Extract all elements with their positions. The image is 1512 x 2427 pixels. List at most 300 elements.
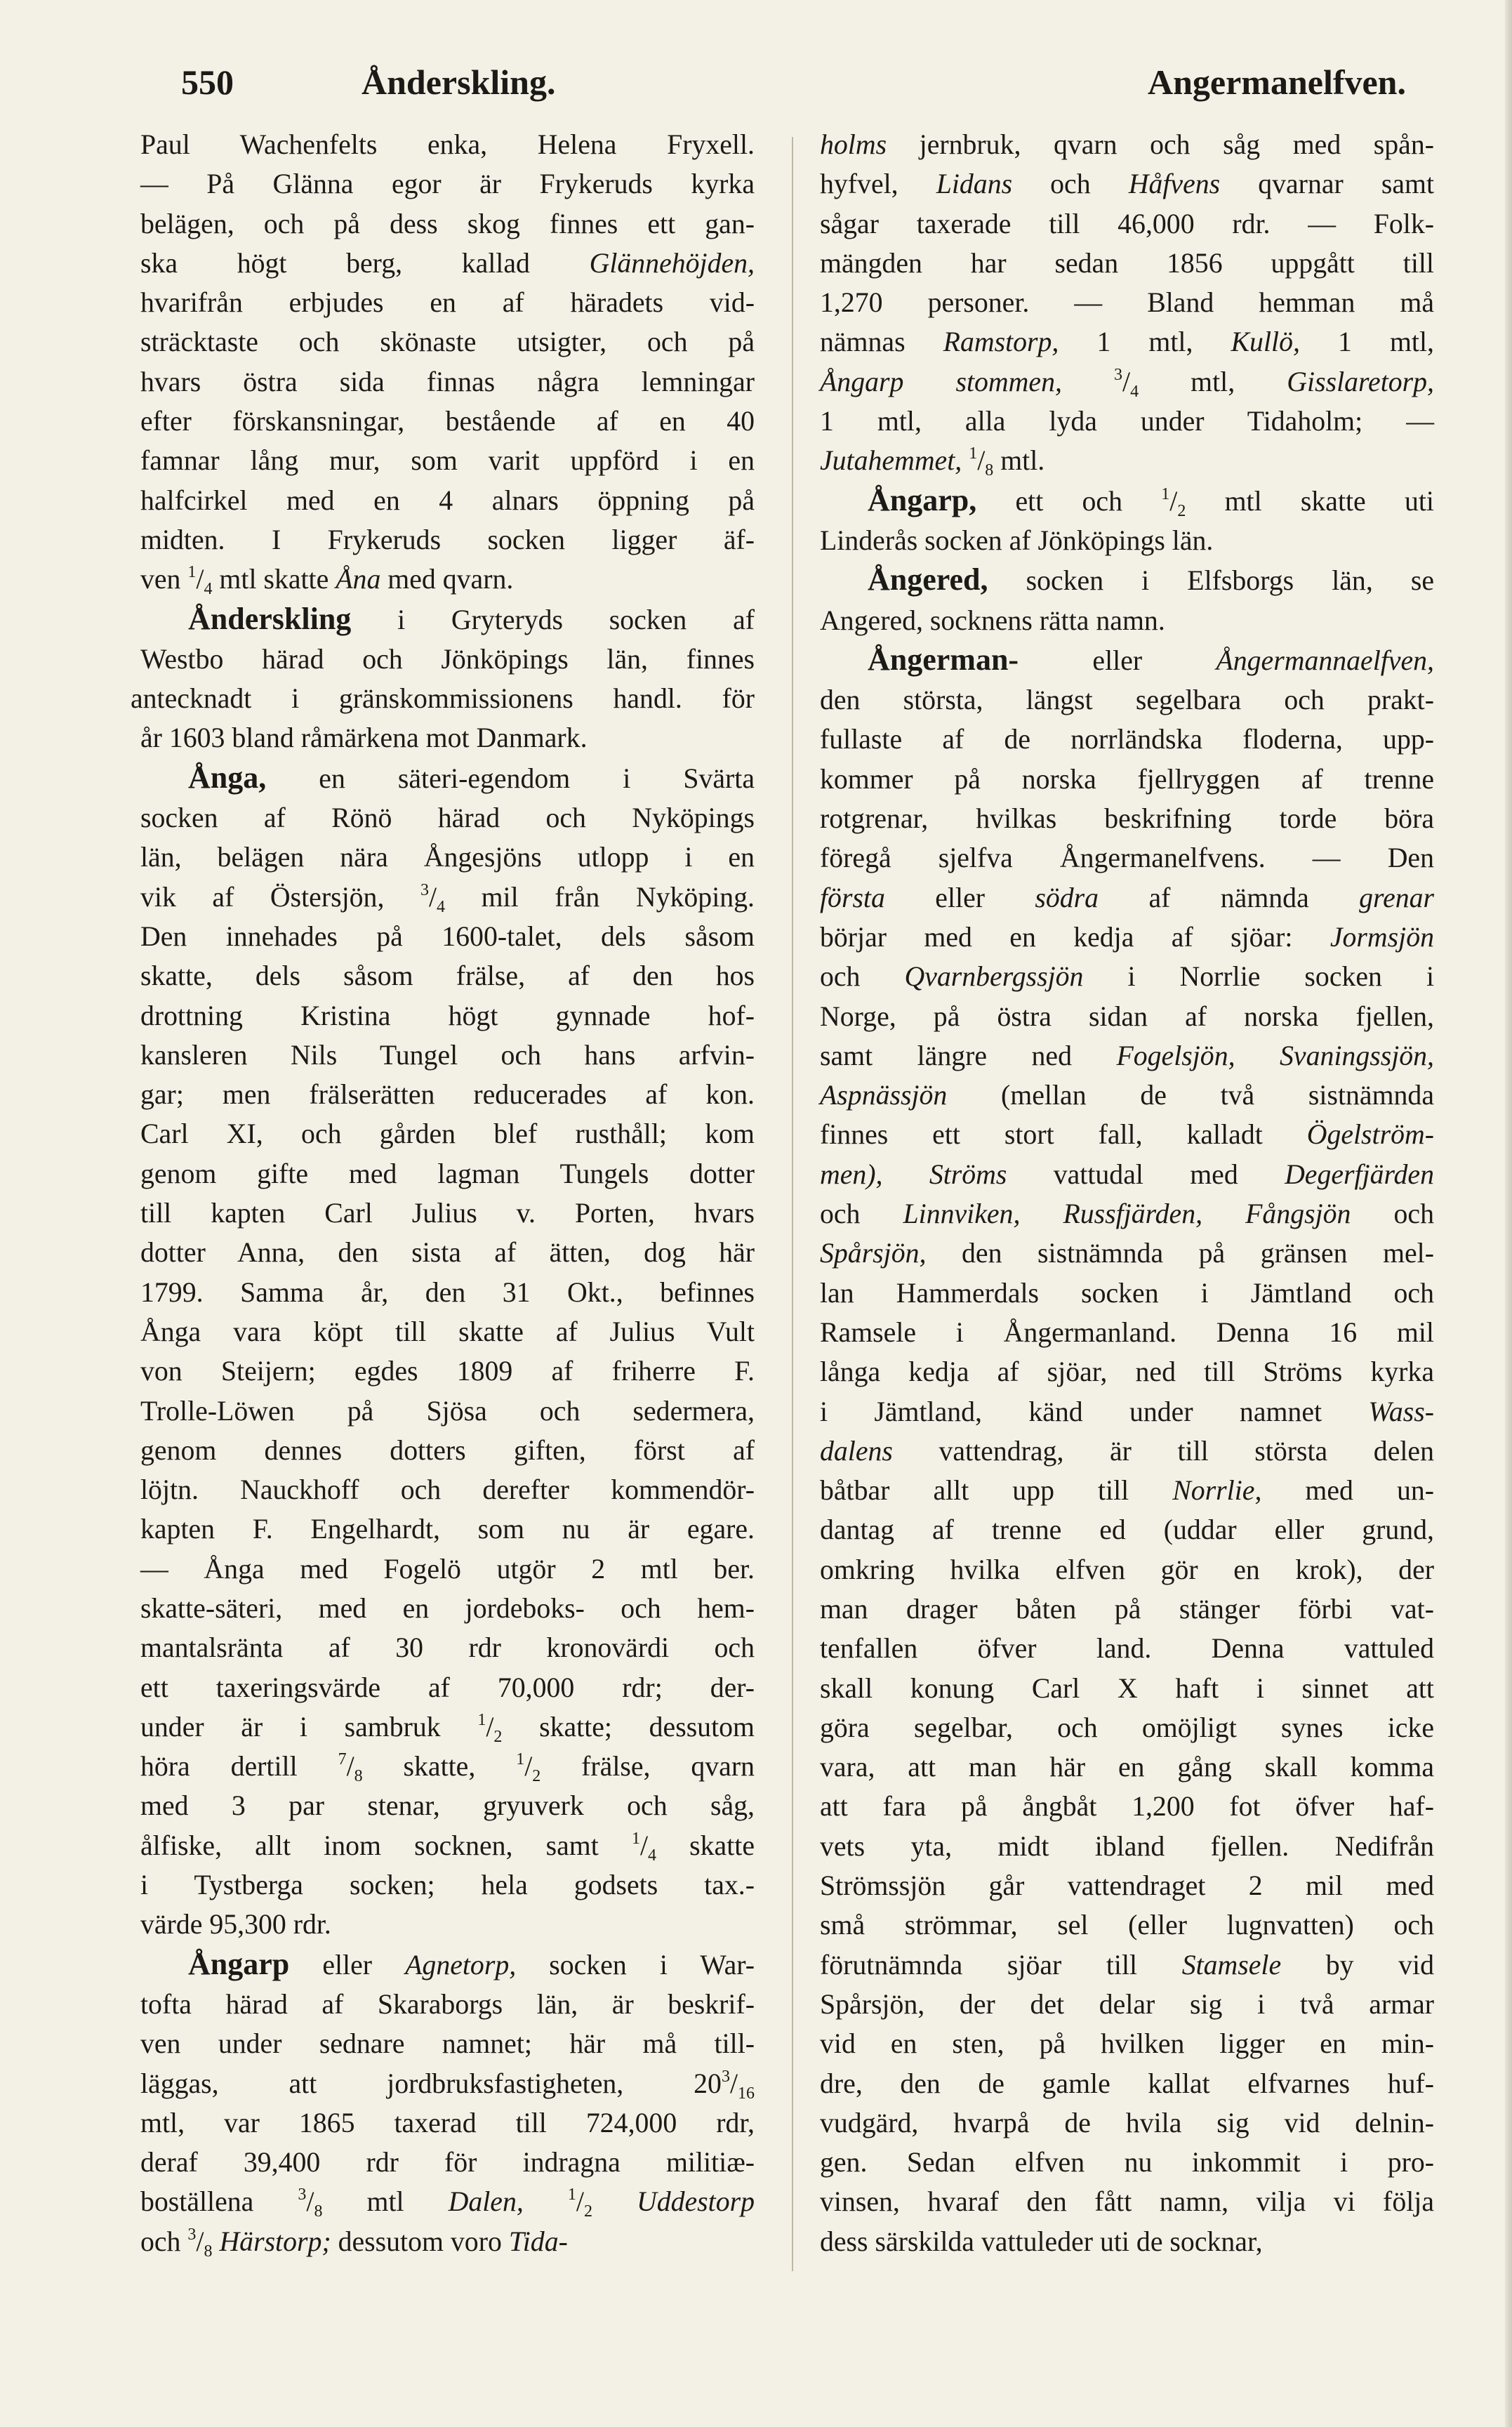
text-run: ska högt berg, kallad xyxy=(140,247,590,279)
fraction-part: 1 xyxy=(631,1829,640,1848)
text-run: Paul Wachenfelts enka, Helena Fryxell. xyxy=(140,129,755,160)
right-text-column xyxy=(820,125,1434,2261)
text-line xyxy=(140,1509,755,1549)
text-run: fullaste af de norrländska floderna, upp- xyxy=(820,724,1434,755)
text-run: (mellan de två sistnämnda xyxy=(947,1080,1434,1111)
text-line xyxy=(820,1036,1434,1076)
text-run: Den innehades på 1600-talet, dels såsom xyxy=(140,920,755,952)
italic-name: första xyxy=(820,882,885,913)
text-run: midten. I Frykeruds socken ligger äf- xyxy=(140,524,755,555)
text-line xyxy=(820,322,1434,362)
text-run xyxy=(883,1159,929,1190)
text-run: Carl XI, och gården blef rusthåll; kom xyxy=(140,1118,755,1150)
fraction-part: 7 xyxy=(338,1750,347,1769)
text-run: nämnas xyxy=(820,326,943,358)
italic-name: men), xyxy=(820,1158,883,1190)
fraction-part: 2 xyxy=(583,2202,592,2221)
text-run: skatte xyxy=(656,1830,755,1861)
italic-name: Dalen, xyxy=(448,2186,524,2218)
text-run: mtl skatte xyxy=(212,564,336,595)
fraction-part: 16 xyxy=(738,2084,755,2103)
text-line xyxy=(140,878,755,917)
text-line xyxy=(820,957,1434,996)
text-run: / xyxy=(639,1830,649,1861)
italic-name: Glännehöjden, xyxy=(589,247,755,279)
text-run: med qvarn. xyxy=(380,564,514,595)
text-run: och xyxy=(1351,1198,1434,1230)
text-run: 1799. Samma år, den 31 Okt., befinnes xyxy=(140,1276,755,1308)
text-line xyxy=(140,1826,755,1865)
text-line xyxy=(820,1352,1434,1391)
text-run: eller xyxy=(884,882,1035,913)
text-line xyxy=(140,1905,755,1944)
text-run: och xyxy=(140,2226,188,2257)
text-line xyxy=(140,917,755,956)
fraction-part: 1 xyxy=(516,1750,525,1769)
text-run: Trolle-Löwen på Sjösa och sedermera, xyxy=(140,1395,755,1427)
text-line xyxy=(820,1115,1434,1154)
text-run: hvars östra sida finnas några lemningar xyxy=(140,366,755,397)
text-line xyxy=(140,1589,755,1628)
text-line xyxy=(820,601,1434,640)
text-line xyxy=(820,1866,1434,1905)
text-run: läggas, att jordbruksfastigheten, 20 xyxy=(140,2068,722,2099)
fraction-part: 2 xyxy=(532,1767,541,1786)
text-line xyxy=(820,1945,1434,1985)
text-line xyxy=(820,1669,1434,1708)
italic-name: Aspnässjön xyxy=(820,1080,948,1111)
text-run: vudgärd, hvarpå de hvila sig vid delnin- xyxy=(820,2107,1434,2138)
entry-headword: Ånderskling xyxy=(188,601,352,636)
text-run: Norge, på östra sidan af norska fjellen, xyxy=(820,1000,1434,1032)
fraction-part: 8 xyxy=(354,1767,363,1786)
text-line xyxy=(140,1154,755,1193)
text-run: efter förskansningar, bestående af en 40 xyxy=(140,406,755,437)
text-line xyxy=(820,1985,1434,2024)
italic-name: Åna xyxy=(336,564,381,595)
text-line xyxy=(140,125,755,164)
text-run: små strömmar, sel (eller lugnvatten) och xyxy=(820,1910,1434,1941)
text-line xyxy=(140,283,755,322)
text-run: med 3 par stenar, gryuverk och såg, xyxy=(140,1790,755,1822)
text-line xyxy=(820,1827,1434,1866)
text-run: Linderås socken af Jönköpings län. xyxy=(820,524,1214,556)
text-run: 1 mtl, xyxy=(1059,326,1231,358)
text-run: / xyxy=(428,881,437,913)
italic-name: Qvarnbergssjön xyxy=(904,961,1084,993)
text-run: skatte, dels såsom frälse, af den hos xyxy=(140,960,755,992)
text-run: gen. Sedan elfven nu inkommit i pro- xyxy=(820,2147,1434,2178)
fraction-part: 4 xyxy=(648,1846,657,1865)
text-run: 1,270 personer. — Bland hemman må xyxy=(820,287,1434,319)
text-run: att fara på ångbåt 1,200 fot öfver haf- xyxy=(820,1791,1434,1823)
text-run: rotgrenar, hvilkas beskrifning torde böra xyxy=(820,803,1434,835)
text-run: qvarnar samt xyxy=(1220,168,1434,200)
text-run: kapten F. Engelhardt, som nu är egare. xyxy=(140,1514,755,1545)
text-run: en säteri-egendom i Svärta xyxy=(266,762,755,794)
text-run: / xyxy=(196,2226,204,2257)
text-line xyxy=(820,441,1434,480)
text-line xyxy=(820,838,1434,878)
italic-name: södra xyxy=(1035,882,1099,913)
text-run: Angered, socknens rätta namn. xyxy=(820,604,1165,636)
text-run: under är i sambruk xyxy=(140,1711,478,1742)
italic-name: Degerfjärden xyxy=(1285,1158,1434,1190)
text-run: famnar lång mur, som varit uppförd i en xyxy=(140,445,755,477)
text-run: Strömssjön går vattendraget 2 mil med xyxy=(820,1870,1434,1902)
text-line xyxy=(820,1510,1434,1549)
text-line xyxy=(820,244,1434,283)
fraction-part: 3 xyxy=(721,2067,730,2086)
text-run: vattudal med xyxy=(1007,1158,1285,1190)
entry-headword: Ångarp xyxy=(188,1946,290,1981)
text-line xyxy=(140,1233,755,1272)
italic-name: Håfvens xyxy=(1128,168,1221,200)
text-run: Westbo härad och Jönköpings län, finnes xyxy=(140,643,755,675)
text-run: dessutom voro xyxy=(331,2226,509,2257)
text-line xyxy=(820,799,1434,838)
italic-name: Tida- xyxy=(508,2226,568,2257)
text-line xyxy=(140,1707,755,1747)
entry-headword: Ångerman- xyxy=(868,642,1019,677)
text-run: tenfallen öfver land. Denna vattuled xyxy=(820,1633,1434,1665)
text-run: skatte, xyxy=(362,1751,517,1783)
text-run: börjar med en kedja af sjöar: xyxy=(820,921,1330,953)
italic-name: Ströms xyxy=(929,1158,1007,1190)
text-run: ett taxeringsvärde af 70,000 rdr; der- xyxy=(140,1672,755,1703)
text-line xyxy=(140,798,755,838)
text-line xyxy=(140,1193,755,1233)
column-divider xyxy=(792,137,793,2271)
italic-name: Linnviken, Russfjärden, Fångsjön xyxy=(903,1198,1351,1230)
text-run: gar; men frälserätten reducerades af kon. xyxy=(140,1079,755,1111)
text-line xyxy=(140,244,755,283)
text-line xyxy=(820,1392,1434,1431)
text-line xyxy=(140,1628,755,1667)
text-run: båtbar allt upp till xyxy=(820,1475,1173,1507)
text-run: mtl xyxy=(322,2186,449,2218)
text-run: ålfiske, allt inom socknen, samt xyxy=(140,1830,632,1861)
text-run: Ånga vara köpt till skatte af Julius Vult xyxy=(140,1316,755,1347)
text-run: och xyxy=(820,1198,903,1230)
text-run: / xyxy=(306,2186,314,2218)
text-line xyxy=(140,1114,755,1153)
fraction-part: 3 xyxy=(187,2225,197,2244)
text-run: dantag af trenne ed (uddar eller grund, xyxy=(820,1514,1434,1546)
text-run: den största, längst segelbara och prakt- xyxy=(820,685,1434,716)
text-run: vattendrag, är till största delen xyxy=(892,1435,1434,1467)
text-run: värde 95,300 rdr. xyxy=(140,1909,331,1940)
text-line xyxy=(131,679,755,718)
text-run: vinsen, hvaraf den fått namn, vilja vi följa xyxy=(820,2186,1434,2218)
text-run xyxy=(524,2186,568,2217)
text-run: mängden har sedan 1856 uppgått till xyxy=(820,247,1434,279)
text-run: — På Glänna egor är Frykeruds kyrka xyxy=(140,168,755,200)
text-run: frälse, qvarn xyxy=(541,1751,755,1783)
text-run: genom dennes dotters giften, först af xyxy=(140,1434,755,1466)
italic-name: Kullö, xyxy=(1231,326,1300,358)
text-run: mtl, xyxy=(1139,366,1287,397)
fraction-part: 3 xyxy=(1114,365,1123,384)
text-line xyxy=(140,164,755,204)
text-line xyxy=(820,2103,1434,2143)
text-line xyxy=(140,362,755,402)
text-run xyxy=(962,445,969,476)
text-run: mtl. xyxy=(993,445,1045,477)
text-line xyxy=(820,1787,1434,1826)
left-text-column xyxy=(131,125,755,2261)
text-line xyxy=(820,760,1434,799)
text-run: den sistnämnda på gränsen mel- xyxy=(926,1238,1434,1269)
text-line xyxy=(140,2222,755,2261)
text-line xyxy=(140,956,755,996)
text-run: / xyxy=(346,1751,354,1783)
text-line xyxy=(140,1351,755,1391)
text-run: / xyxy=(524,1751,533,1783)
text-line xyxy=(820,1471,1434,1510)
text-run: deraf 39,400 rdr för indragna militiæ- xyxy=(140,2147,755,2178)
text-run: — Ånga med Fogelö utgör 2 mtl ber. xyxy=(140,1553,755,1585)
text-line xyxy=(820,283,1434,322)
text-line xyxy=(820,1589,1434,1629)
italic-name: Härstorp; xyxy=(219,2226,331,2257)
text-line xyxy=(140,441,755,480)
text-run xyxy=(1062,366,1114,397)
text-run: år 1603 bland råmärkena mot Danmark. xyxy=(140,722,588,754)
text-line xyxy=(140,1945,755,1985)
fraction-part: 4 xyxy=(1130,382,1139,401)
text-line xyxy=(820,521,1434,560)
text-run: mtl skatte uti xyxy=(1186,485,1434,517)
text-run xyxy=(212,2226,219,2257)
italic-name: Norrlie, xyxy=(1172,1475,1262,1507)
text-line xyxy=(820,1550,1434,1589)
italic-name: Lidans xyxy=(936,168,1013,200)
fraction-part: 2 xyxy=(1177,501,1186,520)
text-run: ett och xyxy=(976,485,1162,517)
text-line xyxy=(820,1313,1434,1352)
italic-name: Ångermannaelfven, xyxy=(1216,644,1434,676)
text-line xyxy=(140,640,755,679)
text-run: hyfvel, xyxy=(820,168,936,200)
text-run: i Tystberga socken; hela godsets tax.- xyxy=(140,1870,755,1901)
text-run: belägen, och på dess skog finnes ett gan- xyxy=(140,208,755,239)
text-line xyxy=(820,1629,1434,1668)
text-run: dotter Anna, den sista af ätten, dog här xyxy=(140,1237,755,1269)
text-run: eller xyxy=(289,1949,406,1980)
text-line xyxy=(140,1865,755,1905)
fraction-part: 1 xyxy=(477,1710,486,1729)
text-line xyxy=(140,718,755,758)
fraction-part: 1 xyxy=(567,2185,576,2204)
text-line xyxy=(140,758,755,798)
text-line xyxy=(140,996,755,1036)
italic-name: dalens xyxy=(820,1435,893,1467)
text-line xyxy=(820,125,1434,164)
fraction-part: 3 xyxy=(298,2185,307,2204)
text-run: socken af Rönö härad och Nyköpings xyxy=(140,802,755,834)
text-line xyxy=(820,481,1434,521)
text-line xyxy=(820,680,1434,720)
text-line xyxy=(140,2064,755,2103)
fraction-part: 2 xyxy=(493,1727,503,1746)
text-line xyxy=(820,2024,1434,2063)
text-line xyxy=(140,402,755,441)
text-line xyxy=(140,481,755,520)
text-run: föregå sjelfva Ångermanelfvens. — Den xyxy=(820,842,1434,874)
text-line xyxy=(820,1905,1434,1945)
text-line xyxy=(820,918,1434,957)
italic-name: Ramstorp, xyxy=(943,326,1059,358)
text-line xyxy=(820,1431,1434,1471)
fraction-part: 4 xyxy=(204,580,213,599)
italic-name: Ångarp stommen, xyxy=(820,366,1062,397)
text-line xyxy=(820,1274,1434,1313)
text-run xyxy=(592,2186,637,2217)
text-run: drottning Kristina högt gynnade hof- xyxy=(140,1000,755,1031)
text-run: kansleren Nils Tungel och hans arfvin- xyxy=(140,1039,755,1071)
fraction-part: 4 xyxy=(437,897,446,916)
text-run: vets yta, midt ibland fjellen. Nedifrån xyxy=(820,1830,1434,1862)
text-run: vid en sten, på hvilken ligger en min- xyxy=(820,2028,1434,2060)
text-run: i Gryteryds socken af xyxy=(351,604,755,635)
text-run: jernbruk, qvarn och såg med spån- xyxy=(887,129,1434,160)
text-run: skatte-säteri, med en jordeboks- och hem- xyxy=(140,1592,755,1624)
entry-headword: Ånga, xyxy=(188,760,267,795)
fraction-part: 1 xyxy=(187,563,197,582)
text-line xyxy=(820,997,1434,1036)
text-run: eller xyxy=(1019,644,1216,676)
fraction-part: 8 xyxy=(985,461,994,480)
fraction-part: 1 xyxy=(969,444,978,463)
fraction-part: 8 xyxy=(204,2242,213,2261)
text-line xyxy=(140,1668,755,1707)
text-run: / xyxy=(729,2068,738,2099)
text-line xyxy=(140,2143,755,2182)
text-line xyxy=(820,1747,1434,1787)
text-line xyxy=(140,1312,755,1351)
text-run: ven xyxy=(140,564,188,595)
text-run: 1 mtl, xyxy=(1299,326,1434,358)
text-line xyxy=(140,204,755,244)
text-run: kommer på norska fjellryggen af trenne xyxy=(820,763,1434,795)
text-run: i Jämtland, känd under namnet xyxy=(820,1396,1369,1427)
text-run: förutnämnda sjöar till xyxy=(820,1949,1182,1980)
text-line xyxy=(140,1549,755,1589)
entry-headword: Ångered, xyxy=(868,562,988,597)
text-run: Ramsele i Ångermanland. Denna 16 mil xyxy=(820,1316,1434,1348)
text-line xyxy=(820,1194,1434,1234)
text-line xyxy=(820,1708,1434,1747)
text-run: till kapten Carl Julius v. Porten, hvars xyxy=(140,1198,755,1229)
text-line xyxy=(140,1985,755,2024)
text-run: mantalsränta af 30 rdr kronovärdi och xyxy=(140,1632,755,1664)
text-line xyxy=(820,2222,1434,2261)
text-run: vara, att man här en gång skall komma xyxy=(820,1752,1434,1783)
text-line xyxy=(820,560,1434,600)
running-head-left: Ånderskling. xyxy=(362,62,556,102)
text-run: 1 mtl, alla lyda under Tidaholm; — xyxy=(820,406,1434,437)
page-edge-shadow xyxy=(1505,0,1512,2427)
text-run: antecknadt i gränskommissionens handl. för xyxy=(131,683,755,715)
italic-name: Stamsele xyxy=(1181,1949,1282,1980)
text-run: boställena xyxy=(140,2186,298,2218)
text-line xyxy=(140,1747,755,1786)
italic-name: Jormsjön xyxy=(1329,921,1434,953)
text-line xyxy=(140,1075,755,1114)
text-line xyxy=(820,164,1434,204)
text-run: göra segelbar, och omöjligt synes icke xyxy=(820,1712,1434,1743)
text-run: socken i Elfsborgs län, se xyxy=(988,565,1434,597)
fraction-part: 3 xyxy=(420,880,429,899)
text-line xyxy=(140,1273,755,1312)
text-line xyxy=(820,1076,1434,1115)
entry-headword: Ångarp, xyxy=(868,482,977,517)
italic-name: Gisslaretorp, xyxy=(1287,366,1434,397)
text-run: samt längre ned xyxy=(820,1040,1117,1071)
text-line xyxy=(140,2103,755,2143)
italic-name: Jutahemmet, xyxy=(820,445,962,477)
text-line xyxy=(140,2182,755,2221)
text-run: / xyxy=(486,1711,494,1742)
text-run: sträcktaste och skönaste utsigter, och på xyxy=(140,326,755,358)
text-run: långa kedja af sjöar, ned till Ströms kyrka xyxy=(820,1356,1434,1388)
running-head-right: Angermanelfven. xyxy=(1148,62,1406,102)
text-line xyxy=(820,1155,1434,1194)
text-run: sågar taxerade till 46,000 rdr. — Folk- xyxy=(820,208,1434,239)
italic-name: holms xyxy=(820,129,887,160)
text-line xyxy=(140,322,755,362)
text-line xyxy=(140,600,755,640)
text-run: finnes ett stort fall, kalladt xyxy=(820,1119,1307,1151)
text-run: / xyxy=(977,445,986,477)
italic-name: Fogelsjön, Svaningssjön, xyxy=(1116,1040,1435,1071)
text-line xyxy=(820,204,1434,244)
italic-name: Ögelström- xyxy=(1306,1119,1434,1151)
text-line xyxy=(140,1470,755,1509)
text-run: och xyxy=(820,961,905,993)
text-run: hvarifrån erbjudes en af häradets vid- xyxy=(140,287,755,319)
text-run: och xyxy=(1012,168,1129,200)
text-run: skatte; dessutom xyxy=(502,1711,755,1742)
text-run: Spårsjön, der det delar sig i två armar xyxy=(820,1988,1434,2020)
text-run: län, belägen nära Ångesjöns utlopp i en xyxy=(140,842,755,873)
text-line xyxy=(140,1431,755,1470)
text-line xyxy=(820,2064,1434,2103)
italic-name: Wass- xyxy=(1368,1396,1434,1427)
text-line xyxy=(820,2143,1434,2182)
text-line xyxy=(820,362,1434,402)
text-line xyxy=(140,2024,755,2063)
text-line xyxy=(820,2182,1434,2221)
text-line xyxy=(820,402,1434,441)
text-run: höra dertill xyxy=(140,1751,338,1783)
text-run: dre, den de gamle kallat elfvarnes huf- xyxy=(820,2068,1434,2099)
text-run: socken i War- xyxy=(516,1949,755,1980)
text-run: / xyxy=(1169,485,1178,517)
text-run: mil från Nyköping. xyxy=(445,881,755,913)
text-line xyxy=(820,640,1434,680)
text-run: man drager båten på stänger förbi vat- xyxy=(820,1593,1434,1625)
italic-name: grenar xyxy=(1359,882,1435,913)
text-run: halfcirkel med en 4 alnars öppning på xyxy=(140,484,755,516)
text-line xyxy=(820,1234,1434,1273)
text-run: mtl, var 1865 taxerad till 724,000 rdr, xyxy=(140,2107,755,2138)
text-line xyxy=(140,560,755,599)
text-line xyxy=(820,878,1434,918)
fraction-part: 8 xyxy=(314,2202,323,2221)
italic-name: Agnetorp, xyxy=(405,1949,517,1980)
